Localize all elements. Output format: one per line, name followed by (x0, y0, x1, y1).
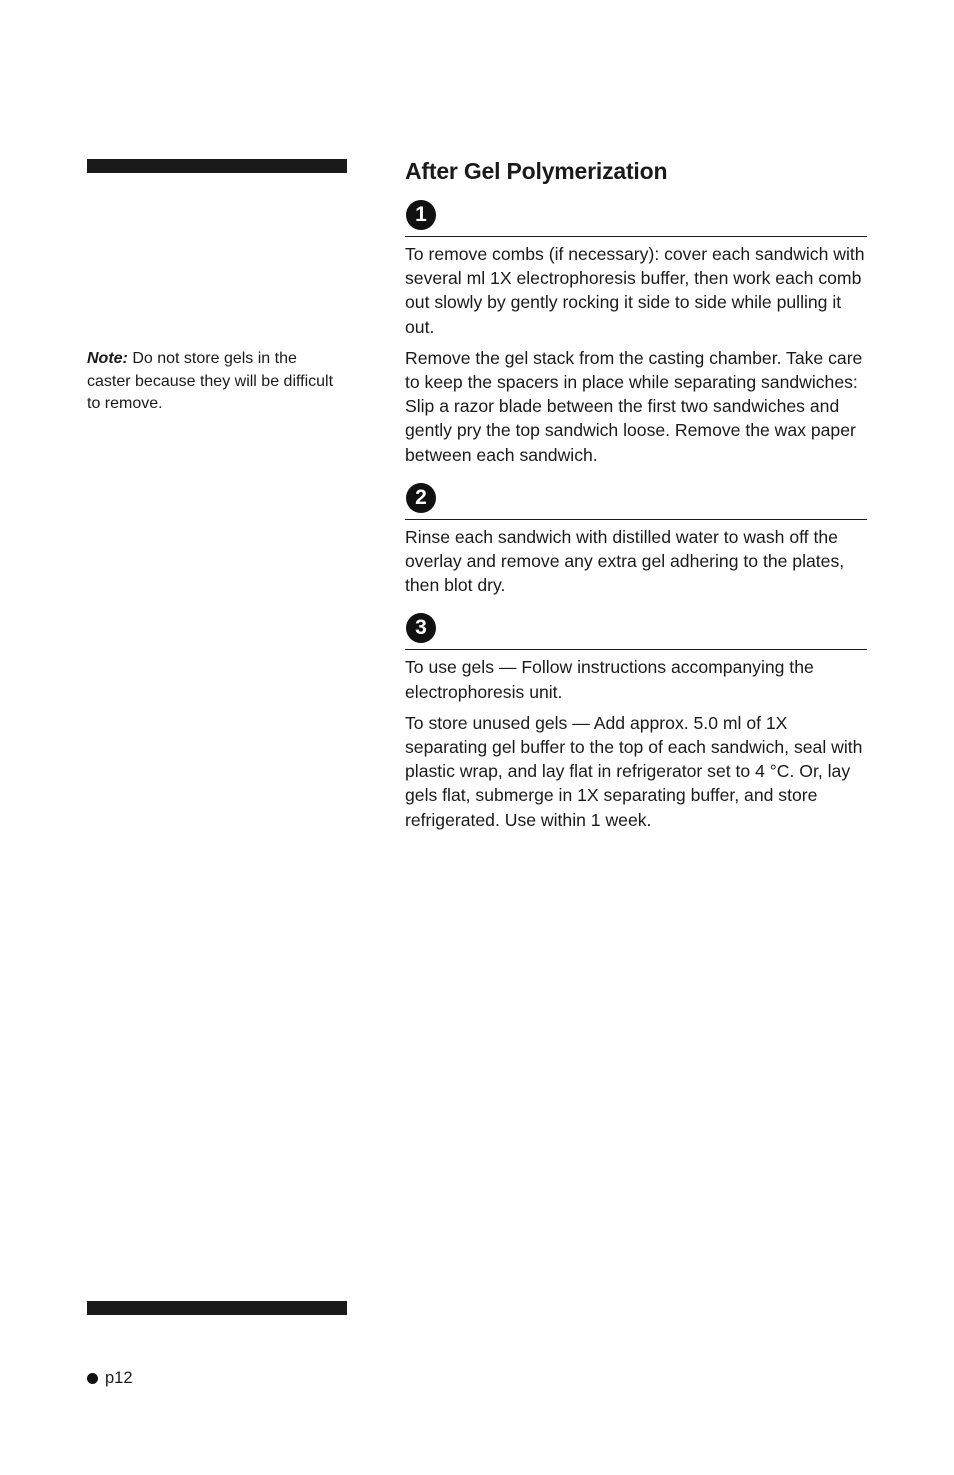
note-label: Note: (87, 350, 128, 367)
section-title: After Gel Polymerization (405, 158, 668, 184)
step-2-paragraph-1: Rinse each sandwich with distilled water to wash off the overlay and remove any extra gel adhering to the plates, then blot dry. (405, 526, 845, 596)
step-1-paragraph-2: Remove the gel stack from the casting chamber. Take care to keep the spacers in place while separating sandwiches: Slip a razor blade between the first two sandwiches and gently pry the top sandwich loose. Remove the wax paper between each sandwich. (405, 347, 863, 465)
step-3-paragraph-1: To use gels — Follow instructions accompanying the electrophoresis unit. (405, 657, 814, 702)
step-number-1-icon: 1 (406, 200, 436, 230)
step-3-paragraph-2: To store unused gels — Add approx. 5.0 ml of 1X separating gel buffer to the top of each sandwich, seal with plastic wrap, and lay flat in refrigerator set to 4 °C. Or, lay gels flat, submerge in 1X separating buffer, and store refrigerated. Use within 1 week. (405, 712, 863, 830)
side-note (87, 348, 337, 416)
page-footer (87, 1367, 133, 1389)
step-3 (405, 611, 867, 831)
main-content (405, 155, 867, 839)
note-text: Do not store gels in the caster because they will be difficult to remove. (87, 350, 334, 412)
page-number: p12 (105, 1369, 133, 1387)
step-2-header (405, 481, 867, 520)
bottom-divider-bar (87, 1301, 347, 1315)
step-1-header (405, 198, 867, 237)
bullet-dot-icon (87, 1373, 98, 1384)
step-number-3-icon: 3 (406, 613, 436, 643)
step-number-2-icon: 2 (406, 483, 436, 513)
step-2 (405, 481, 867, 598)
top-divider-bar (87, 159, 347, 173)
step-1-paragraph-1: To remove combs (if necessary): cover each sandwich with several ml 1X electrophoresis buffer, then work each comb out slowly by gently rocking it side to side while pulling it out. (405, 244, 865, 337)
step-1 (405, 198, 867, 467)
step-3-header (405, 611, 867, 650)
